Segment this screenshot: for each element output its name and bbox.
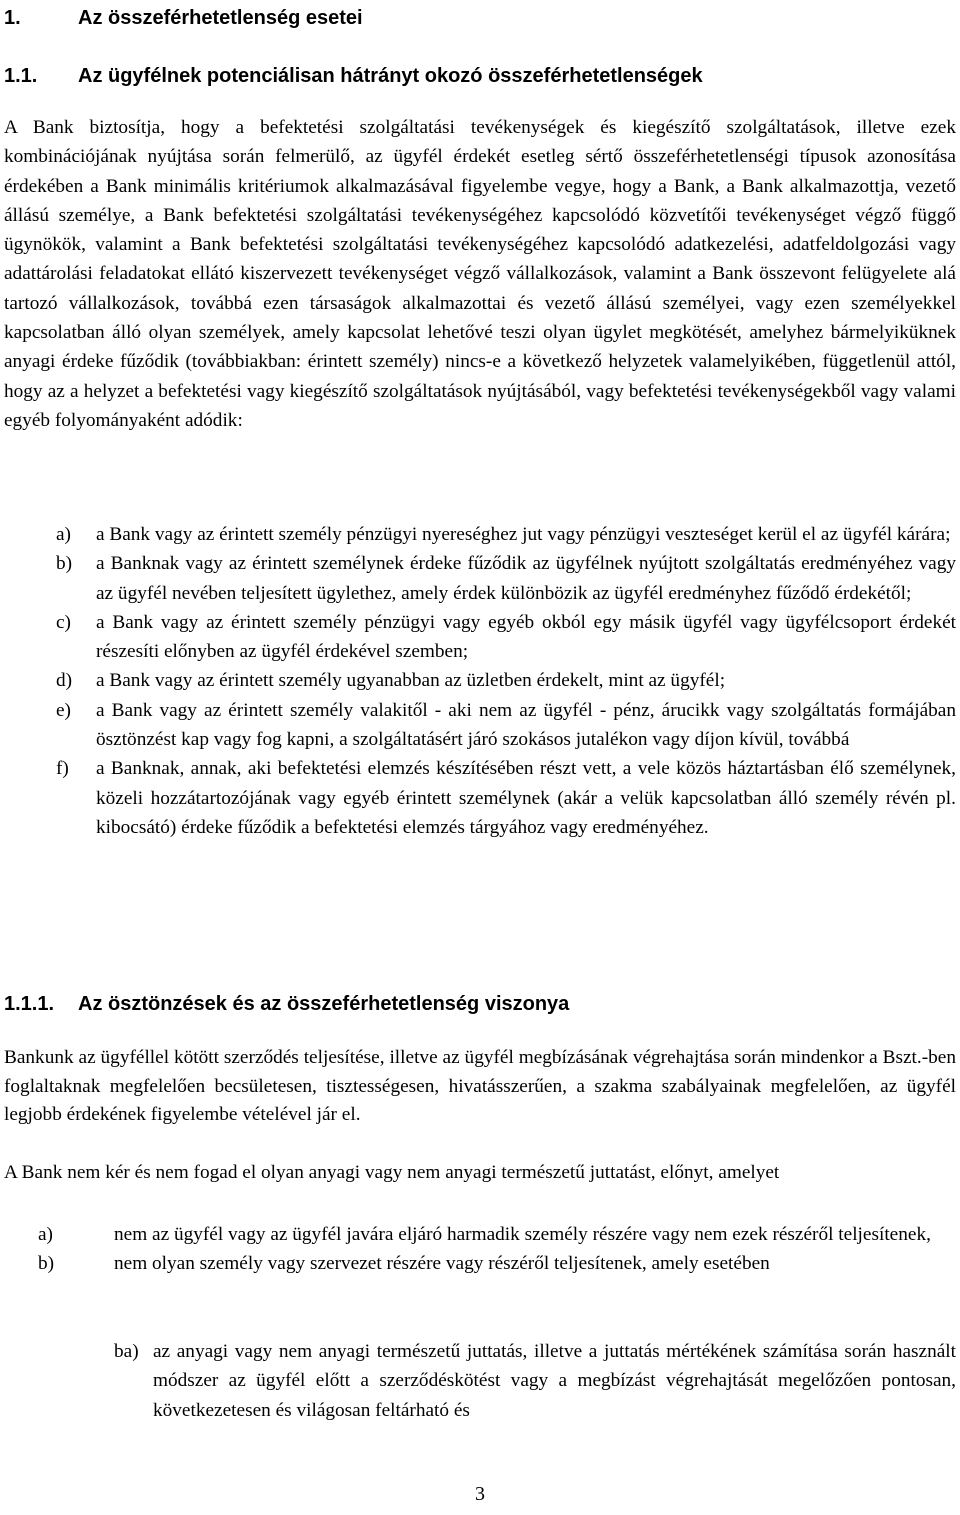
section-number: 1. (4, 7, 21, 29)
list-item (56, 696, 956, 755)
list-item (56, 520, 956, 549)
list-marker: a) (56, 524, 71, 545)
list-item-text: a Bank vagy az érintett személy ugyanabban az üzletben érdekelt, mint az ügyfél; (96, 670, 726, 692)
benefits-paragraph: A Bank nem kér és nem fogad el olyan anyagi vagy nem anyagi természetű juttatást, előnyt, amelyet (4, 1162, 780, 1183)
list-marker: e) (56, 699, 71, 721)
list-marker: b) (38, 1253, 55, 1275)
list-item-text: a Bank vagy az érintett személy pénzügyi vagy egyéb okból egy másik ügyfél vagy ügyfélcsoport érdekét részesíti előnyben az ügyfél érdekével szemben; (96, 611, 956, 663)
list-item (38, 1249, 956, 1278)
conditions-list (38, 1220, 956, 1279)
list-marker: a) (38, 1224, 53, 1245)
list-item (56, 608, 956, 667)
subsubsection-title: Az ösztönzések és az összeférhetetlenség viszonya (78, 993, 570, 1015)
section-title: Az összeférhetetlenség esetei (78, 7, 363, 29)
list-marker: c) (56, 611, 71, 633)
page-number: 3 (475, 1483, 485, 1505)
list-item-text: nem az ügyfél vagy az ügyfél javára eljáró harmadik személy részére vagy nem ezek részéről teljesítenek, (114, 1224, 931, 1245)
situations-list (56, 520, 956, 842)
list-item-text: a Bank vagy az érintett személy pénzügyi nyereséghez jut vagy pénzügyi veszteséget kerül el az ügyfél kárára; (96, 524, 951, 545)
list-item-text: az anyagi vagy nem anyagi természetű juttatás, illetve a juttatás mértékének számítása során használt módszer az ügyfél előtt a szerződéskötést vagy a megbízást végrehajtását megelőzően pontosan, következetesen és világosan feltárható és (153, 1341, 956, 1421)
list-marker: b) (56, 553, 73, 575)
list-item-text: a Banknak, annak, aki befektetési elemzés készítésében részt vett, a vele közös háztartásban élő személynek, közeli hozzátartozójának vagy egyéb érintett személynek (akár a velük kapcsolatban álló személy révén pl. kibocsátó) érdeke fűződik a befektetési elemzés tárgyához vagy eredményéhez. (96, 758, 956, 838)
list-item-text: a Banknak vagy az érintett személynek érdeke fűződik az ügyfélnek nyújtott szolgáltatás eredményéhez vagy az ügyfél nevében teljesített ügylethez, amely érdek különbözik az ügyfél eredményhez fűződő érdekétől; (96, 553, 956, 604)
list-item (114, 1337, 956, 1425)
subsection-number: 1.1. (4, 65, 38, 87)
list-item-text: a Bank vagy az érintett személy valakitől - aki nem az ügyfél - pénz, árucikk vagy szolgáltatás formájában ösztönzést kap vagy fog kapni, a szolgáltatásért járó szokásos jutalékon vagy díjon kívül, továbbá (96, 699, 956, 751)
intro-paragraph: A Bank biztosítja, hogy a befektetési szolgáltatási tevékenységek és kiegészítő szolgáltatások, illetve ezek kombinációjának nyújtása során felmerülő, az ügyfél érdekét esetleg sértő összeférhetetlenségi típusok azonosítása érdekében a Bank minimális kritériumok alkalmazásával figyelembe vegye, hogy a Bank, a Bank alkalmazottja, vezető állású személye, a Bank befektetési szolgáltatási tevékenységéhez kapcsolódó közvetítői tevékenységet végző függő ügynökök, valamint a Bank befektetési szolgáltatási tevékenységéhez kapcsolódó adatkezelési, adatfeldolgozási vagy adattárolási feladatokat ellátó kiszervezett tevékenységet végző vállalkozások, valamint a Bank összevont felügyelete alá tartozó vállalkozások, továbbá ezen társaságok alkalmazottai és vezető állású személyei, vagy ezen személyekkel kapcsolatban álló olyan személyek, amely kapcsolat lehetővé teszi olyan ügylet megkötését, amelyhez bármelyiküknek anyagi érdeke fűződik (továbbiakban: érintett személy) nincs-e a következő helyzetek valamelyikében, függetlenül attól, hogy az a helyzet a befektetési vagy kiegészítő szolgáltatások nyújtásából, vagy befektetési tevékenységekből vagy valami egyéb folyományaként adódik: (4, 117, 956, 431)
subsection-heading (4, 64, 703, 88)
list-marker: ba) (114, 1341, 139, 1362)
list-item (38, 1220, 956, 1249)
section-heading (4, 6, 363, 30)
list-marker: d) (56, 670, 73, 692)
list-item (56, 754, 956, 842)
list-marker: f) (56, 758, 69, 780)
list-item (56, 549, 956, 608)
subsubsection-number: 1.1.1. (4, 993, 55, 1015)
subsection-title: Az ügyfélnek potenciálisan hátrányt okozó összeférhetetlenségek (78, 65, 703, 87)
sub-conditions-list (114, 1337, 956, 1425)
incentives-paragraph: Bankunk az ügyféllel kötött szerződés teljesítése, illetve az ügyfél megbízásának végrehajtása során mindenkor a Bszt.-ben foglaltaknak megfelelően becsületesen, tisztességesen, hivatásszerűen, a szakma szabályainak megfelelően, az ügyfél legjobb érdekének figyelembe vételével jár el. (4, 1047, 956, 1125)
list-item (56, 666, 956, 695)
subsubsection-heading (4, 992, 569, 1016)
list-item-text: nem olyan személy vagy szervezet részére vagy részéről teljesítenek, amely esetében (114, 1253, 770, 1275)
